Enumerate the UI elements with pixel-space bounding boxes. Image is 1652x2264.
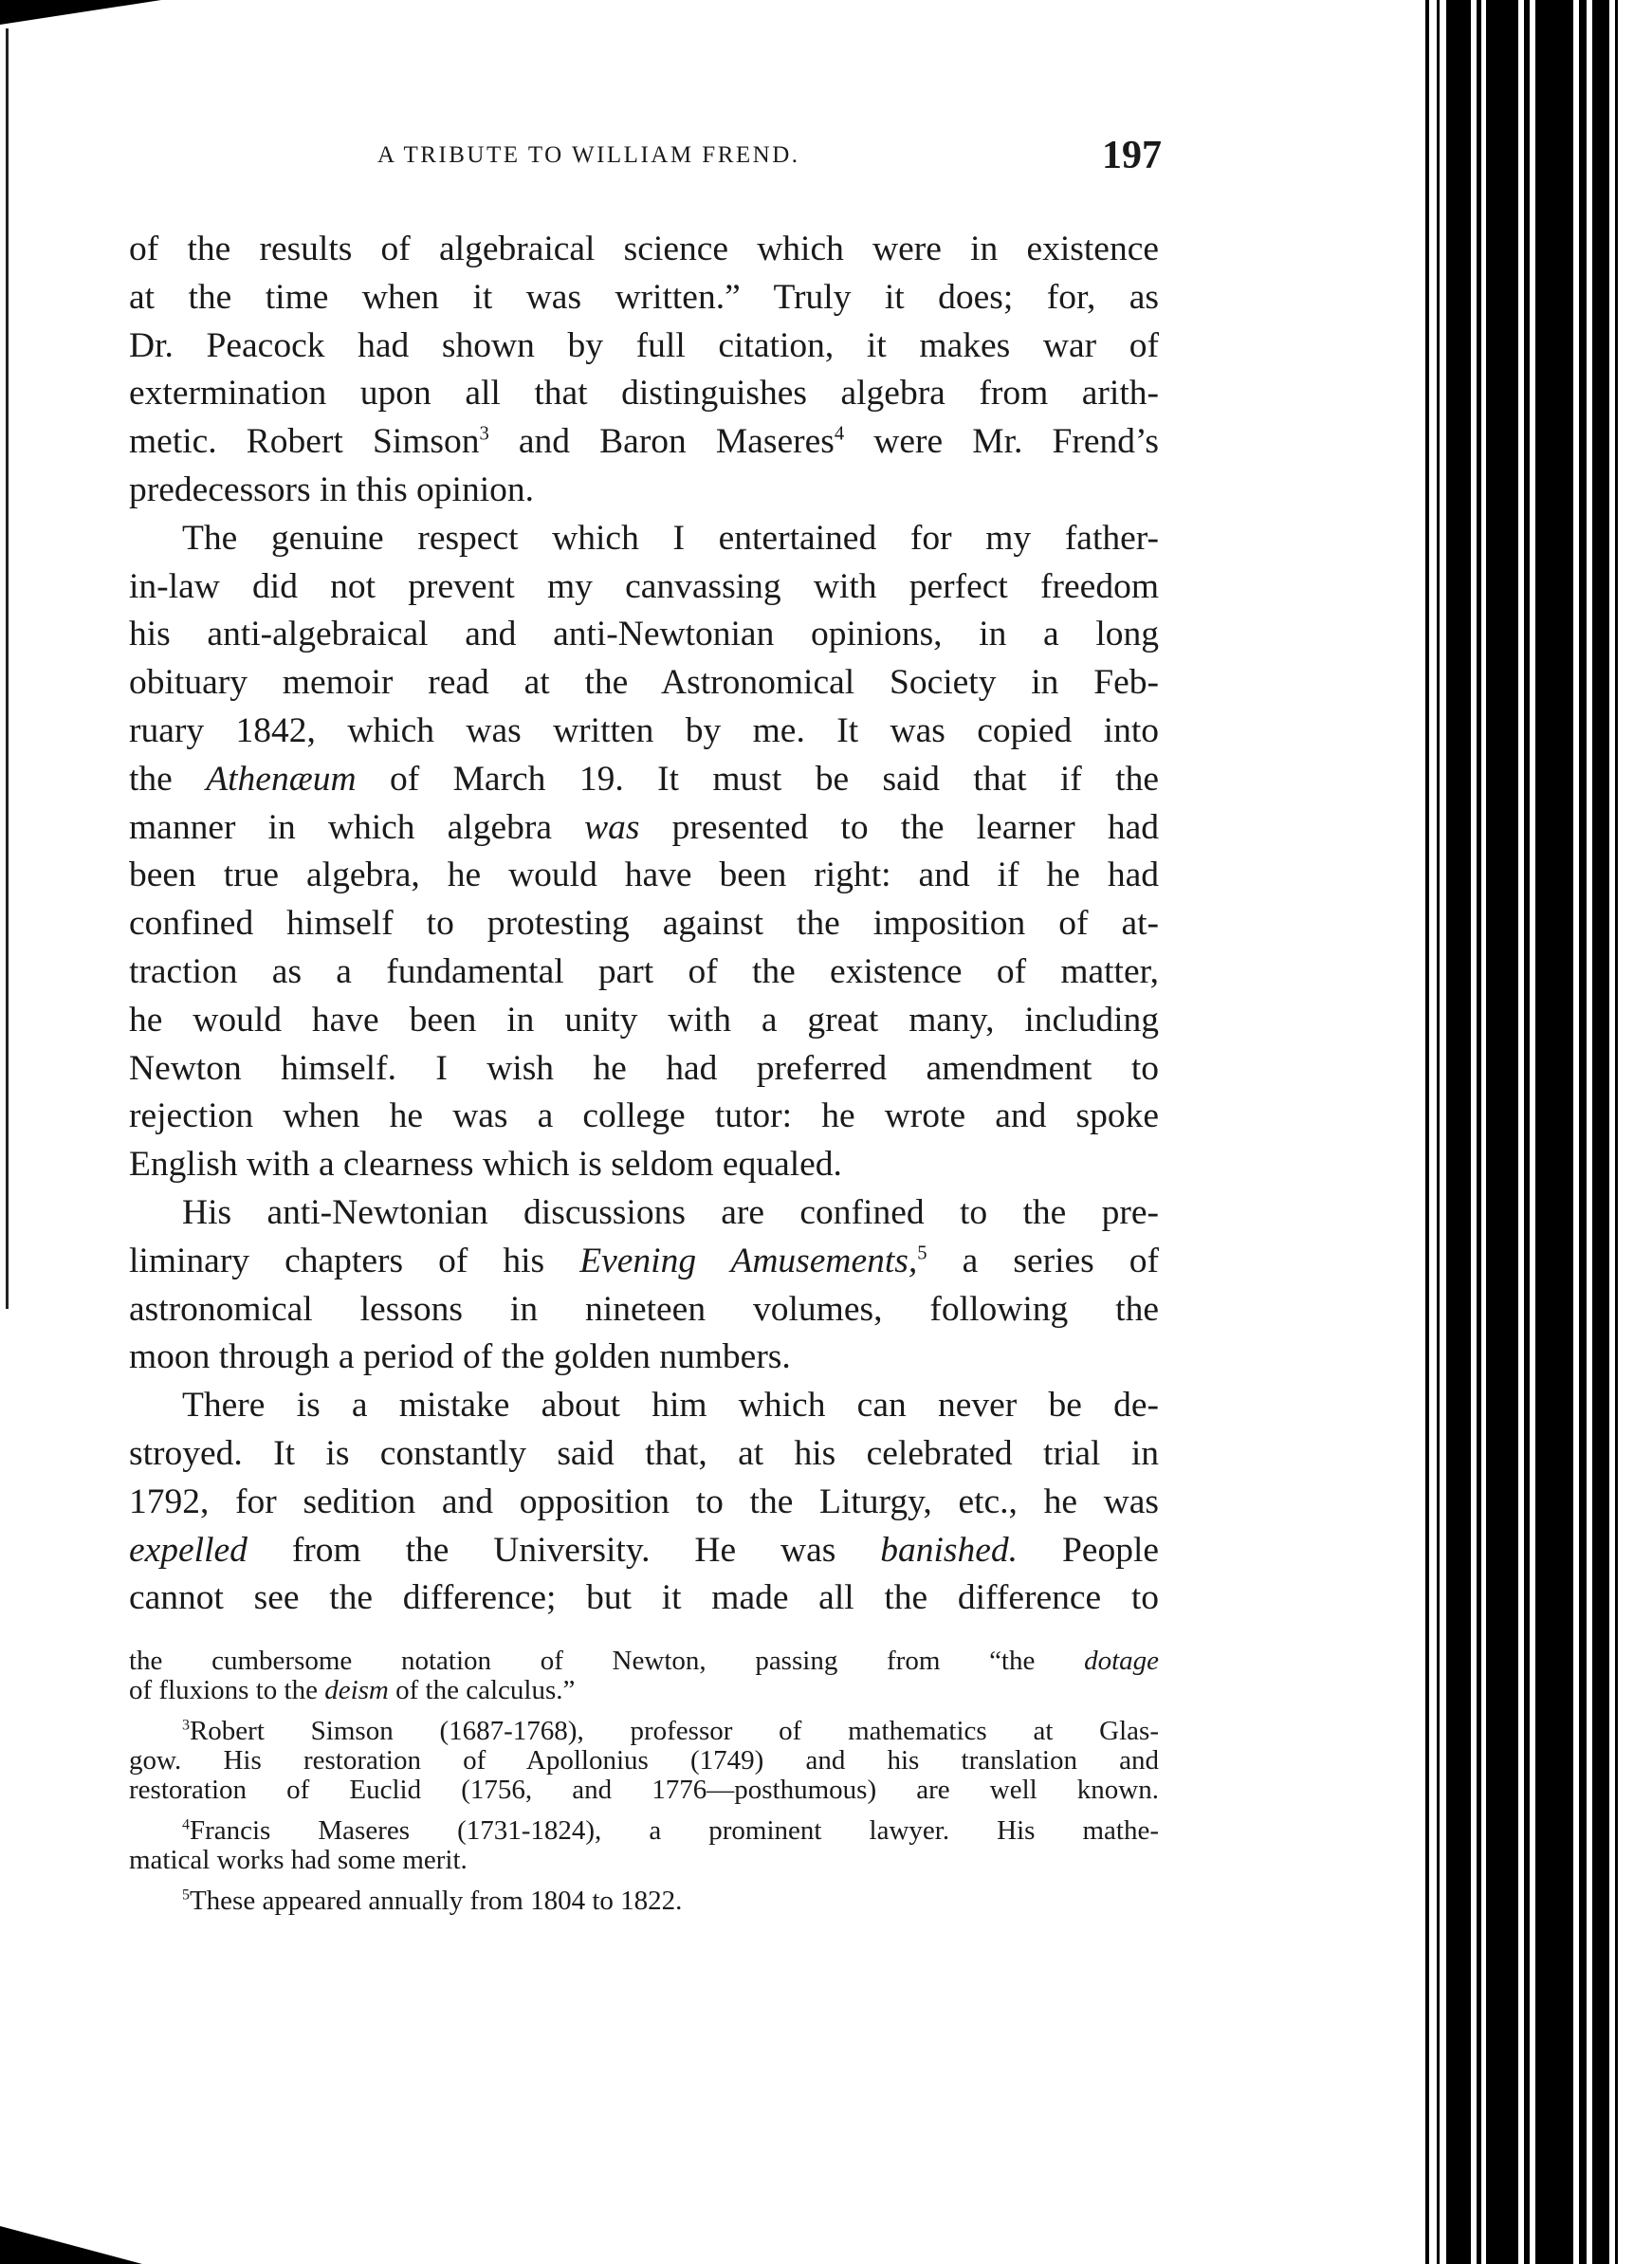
running-header (133, 133, 1162, 190)
text-line: at the time when it was written.” Truly it does; for, as (129, 277, 1159, 317)
text-line: His anti-Newtonian discussions are confined to the pre- (182, 1192, 1159, 1232)
text-line: metic. Robert Simson$^3$ and Baron Maseres$^4$ were Mr. Frend’s (129, 422, 1159, 462)
italic-title: Athenæum (206, 759, 357, 799)
text-line: he would have been in unity with a great many, including (129, 1000, 1159, 1040)
text-line: Newton himself. I wish he had preferred amendment to (129, 1048, 1159, 1088)
text-line: liminary chapters of his Evening Amusements,$^5$ a series of (129, 1241, 1160, 1280)
scan-corner-artifact (0, 0, 161, 25)
text-line: his anti-algebraical and anti-Newtonian opinions, in a long (129, 615, 1159, 654)
note-ref-4: 4 (834, 423, 845, 445)
footnote-3: $^3$Robert Simson (1687-1768), professor of mathematics at Glas- gow. His restoration of Apollonius (1749) and his translation and restoration of Euclid (1756, and 1776—posthumous) are well known. (129, 1716, 1159, 1805)
italic-title: Evening Amusements, (579, 1241, 918, 1280)
body-text (129, 226, 1159, 1623)
text-line: There is a mistake about him which can never be de- (182, 1386, 1159, 1426)
scanned-page-edges (1418, 0, 1652, 2264)
text-line: ruary 1842, which was written by me. It was copied into (129, 710, 1159, 750)
text-line: cannot see the difference; but it made all the difference to (129, 1578, 1159, 1618)
text-line: rejection when he was a college tutor: he wrote and spoke (129, 1096, 1159, 1136)
text-line: confined himself to protesting against the imposition of at- (129, 904, 1159, 944)
text-line: predecessors in this opinion. (129, 469, 535, 509)
text-line: traction as a fundamental part of the existence of matter, (129, 951, 1159, 991)
text-line: been true algebra, he would have been right: and if he had (129, 856, 1159, 895)
footnote-4: $^4$Francis Maseres (1731-1824), a prominent lawyer. His mathe- matical works had some merit. (129, 1815, 1159, 1875)
note-ref-3: 3 (479, 423, 489, 445)
text-line: manner in which algebra was presented to the learner had (129, 807, 1160, 847)
text-line: 1792, for sedition and opposition to the Liturgy, etc., he was (129, 1482, 1159, 1521)
text-line: moon through a period of the golden numbers. (129, 1337, 791, 1377)
text-line: in-law did not prevent my canvassing with perfect freedom (129, 566, 1159, 606)
page-number: 197 (1102, 134, 1162, 177)
scan-corner-artifact-bottom (0, 2226, 142, 2264)
scan-edge-line (6, 28, 9, 1309)
footnotes (129, 1647, 1159, 1927)
text-line: The genuine respect which I entertained for my father- (182, 518, 1159, 558)
text-line: astronomical lessons in nineteen volumes, following the (129, 1289, 1159, 1329)
text-line: obituary memoir read at the Astronomical Society in Feb- (129, 663, 1159, 703)
footnote-5: $^5$These appeared annually from 1804 to 1822. (182, 1886, 683, 1916)
note-ref-5: 5 (917, 1242, 927, 1264)
running-title: A TRIBUTE TO WILLIAM FREND. (377, 142, 800, 168)
text-line: Dr. Peacock had shown by full citation, it makes war of (129, 325, 1159, 365)
text-line: extermination upon all that distinguishes algebra from arith- (129, 374, 1159, 414)
text-line: expelled from the University. He was banished. People (129, 1530, 1160, 1570)
text-line: the Athenæum of March 19. It must be said that if the (129, 759, 1159, 799)
text-line: stroyed. It is constantly said that, at his celebrated trial in (129, 1433, 1159, 1473)
footnote-continued: the cumbersome notation of Newton, passing from “the dotage of fluxions to the deism of the calculus.” (129, 1646, 1160, 1705)
text-line: of the results of algebraical science which were in existence (129, 230, 1159, 268)
text-line: English with a clearness which is seldom equaled. (129, 1145, 842, 1185)
